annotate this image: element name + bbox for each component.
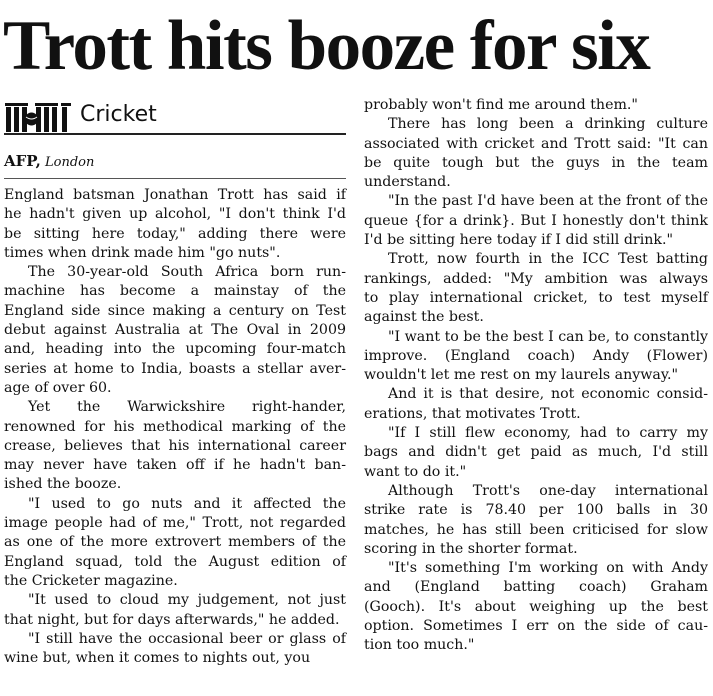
article-line: bags and didn't get paid as much, I'd still	[364, 444, 708, 461]
article-line: (Gooch). It's about weighing up the best	[364, 598, 708, 615]
article-line: I'd be sitting here today if I did still drink."	[364, 232, 674, 249]
article-line: Although Trott's one-day international	[388, 482, 708, 499]
article-line: as one of the more extrovert members of the	[4, 534, 346, 551]
article-line: England squad, told the August edition of	[4, 553, 346, 570]
section-divider	[4, 133, 346, 135]
article-line: understand.	[364, 174, 451, 191]
headline: Trott hits booze for six	[3, 7, 650, 85]
article-line: the Cricketer magazine.	[4, 572, 178, 589]
byline	[4, 151, 346, 173]
article-line: age of over 60.	[4, 379, 112, 396]
article-line: and, heading into the upcoming four-match	[4, 341, 346, 358]
byline-divider	[4, 178, 346, 179]
article-line: "It's something I'm working on with Andy	[388, 560, 708, 577]
article-line: matches, he has still been criticised for slow	[364, 521, 708, 538]
article-line: and (England batting coach) Graham	[364, 579, 708, 596]
article-line: wine but, when it comes to nights out, you	[4, 650, 311, 667]
article-line: times when drink made him "go nuts".	[4, 244, 281, 261]
article-line: Trott, now fourth in the ICC Test batting	[388, 251, 708, 268]
article-line: to play international cricket, to test myself	[364, 289, 708, 306]
article-line: rankings, added: "My ambition was always	[364, 270, 708, 287]
article-line: wouldn't let me rest on my laurels anyway."	[364, 367, 679, 384]
article-line: image people had of me," Trott, not regarded	[4, 515, 346, 532]
article-line: "In the past I'd have been at the front of the	[388, 193, 708, 210]
article-line: England side since making a century on Test	[4, 302, 346, 319]
article-line: "It used to cloud my judgement, not just	[28, 592, 346, 609]
article-line: "I want to be the best I can be, to constantly	[388, 328, 708, 345]
article-line: option. Sometimes I err on the side of cau-	[364, 618, 708, 635]
article-line: "I still have the occasional beer or glass of	[28, 630, 346, 647]
article-line: series at home to India, boasts a stellar aver-	[4, 360, 346, 377]
section-header	[4, 96, 346, 136]
article-line: And it is that desire, not economic consid-	[388, 386, 708, 403]
article-column-2	[364, 96, 708, 656]
article-line: crease, believes that his international career	[4, 437, 346, 454]
article-column-1	[4, 186, 346, 668]
article-line: be quite tough but the guys in the team	[364, 154, 708, 171]
cricket-stumps-ball-icon	[4, 98, 72, 132]
article-line: associated with cricket and Trott said: "It can	[364, 135, 708, 152]
article-line: machine has become a mainstay of the	[4, 283, 346, 300]
article-line: "I used to go nuts and it affected the	[28, 495, 346, 512]
byline-agency: AFP,	[4, 152, 41, 170]
article-line: debut against Australia at The Oval in 2009	[4, 322, 346, 339]
article-line: improve. (England coach) Andy (Flower)	[364, 347, 708, 364]
article-line: England batsman Jonathan Trott has said if	[4, 187, 346, 203]
article-line: may never have taken off if he hadn't ban-	[4, 457, 346, 474]
article-line: renowned for his methodical marking of the	[4, 418, 346, 435]
article-line: against the best.	[364, 309, 484, 326]
article-line: The 30-year-old South Africa born run-	[28, 264, 346, 281]
article-line: "If I still flew economy, had to carry my	[388, 425, 708, 442]
article-line: Yet the Warwickshire right-hander,	[28, 399, 346, 416]
article-line: strike rate is 78.40 per 100 balls in 30	[364, 502, 708, 519]
article-line: queue {for a drink}. But I honestly don't think	[364, 212, 708, 229]
article-line: probably won't find me around them."	[364, 97, 638, 113]
byline-location: London	[45, 155, 95, 170]
article-line: scoring in the shorter format.	[364, 540, 578, 557]
article-line: he hadn't given up alcohol, "I don't think I'd	[4, 206, 346, 223]
article-line: that night, but for days afterwards," he added.	[4, 611, 340, 628]
article-line: be sitting here today," adding there were	[4, 225, 346, 242]
article-line: tion too much."	[364, 637, 475, 654]
article-line: ished the booze.	[4, 476, 122, 493]
article-line: There has long been a drinking culture	[388, 116, 708, 133]
article-line: erations, that motivates Trott.	[364, 405, 581, 422]
section-label: Cricket	[80, 102, 157, 127]
article-line: want to do it."	[364, 463, 467, 480]
